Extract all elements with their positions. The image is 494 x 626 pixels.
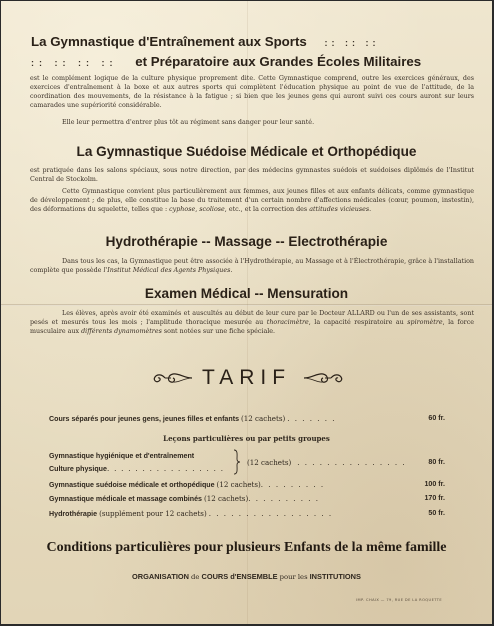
printer-imprint: IMP. CHAIX — 79, RUE DE LA ROQUETTE xyxy=(356,598,443,602)
sport-title-line1 xyxy=(31,34,380,49)
tarif-title: TARIF xyxy=(201,366,292,389)
tarif-row5-note: (supplément pour 12 cachets) xyxy=(99,509,207,518)
examen-para-part-a: Les élèves, après avoir été examinés et auscultés au début de leur cure par le Docteur ALLARD ou l'un de ses assistants, sont pesés et mesurés tous les mois ; l'amplitude thoracique mesurée au xyxy=(30,310,474,327)
org-part-d: pour les xyxy=(279,573,308,581)
tarif-row3-price: 100 fr. xyxy=(424,480,445,488)
brochure-page xyxy=(1,1,492,624)
sport-title-dots2: :: :: :: :: xyxy=(31,58,118,68)
hydro-paragraph xyxy=(30,257,474,275)
tarif-row2-note: (12 cachets) xyxy=(247,458,292,467)
conditions-title: Conditions particulières pour plusieurs Enfants de la même famille xyxy=(46,540,447,555)
suedoise-paragraph-2 xyxy=(30,187,474,214)
tarif-row2-label-a: Gymnastique hygiénique et d'entraînement xyxy=(49,452,195,460)
org-part-a: ORGANISATION xyxy=(132,572,189,581)
right-flourish-icon xyxy=(303,368,345,388)
suedoise-para2-part-c: . xyxy=(369,206,372,214)
examen-title: Examen Médical -- Mensuration xyxy=(144,286,349,301)
hydro-title: Hydrothérapie -- Massage -- Electrothérapie xyxy=(105,234,388,249)
org-part-c: COURS d'ENSEMBLE xyxy=(201,572,278,581)
tarif-row1-label: Cours séparés pour jeunes gens, jeunes filles et enfants xyxy=(49,415,240,423)
examen-para-part-c: , la force musculaire aux xyxy=(30,319,475,336)
tarif-row5-label: Hydrothérapie xyxy=(49,510,98,518)
sport-title-line2 xyxy=(31,54,421,69)
tarif-row3-label: Gymnastique suédoise médicale et orthopédique xyxy=(49,481,215,489)
tarif-row4-label: Gymnastique médicale et massage combinés xyxy=(49,495,202,503)
suedoise-para2-part-a: Cette Gymnastique convient plus particulièrement aux femmes, aux jeunes filles et aux enfants délicats, comme gymnastique de développement ; de plus, elle constitue la base du traitement d'un certain nombre d'affections médicales (cœur, poumon, instestin), des déformations du squelette, telles que : xyxy=(30,188,474,214)
examen-para-italic-1: thoracimètre xyxy=(266,319,309,327)
tarif-row2-price: 80 fr. xyxy=(428,458,445,466)
organisation-line xyxy=(1,572,492,581)
tarif-row2-label-b: Culture physique xyxy=(49,465,107,473)
tarif-row1-dots: . . . . . . . xyxy=(287,414,337,423)
examen-para-part-b: , la capacité respiratoire au xyxy=(308,319,408,327)
tarif-row5-dots: . . . . . . . . . . . . . . . . . xyxy=(208,509,333,518)
sport-paragraph-2: Elle leur permettra d'entrer plus tôt au régiment sans danger pour leur santé. xyxy=(62,119,315,126)
org-part-e: INSTITUTIONS xyxy=(309,572,361,581)
tarif-row2-dots2: . . . . . . . . . . . . . . . xyxy=(297,458,407,467)
suedoise-para2-italic-1: cyphose, scoliose xyxy=(169,206,225,214)
tarif-row4-price: 170 fr. xyxy=(424,494,445,502)
hydro-para-part-b: . xyxy=(230,267,233,275)
tarif-row4-dots: . . . . . . . . . . xyxy=(248,494,320,503)
tarif-row2-right xyxy=(247,458,406,467)
tarif-row-massage xyxy=(49,494,320,503)
examen-para-part-d: sont notées sur une fiche spéciale. xyxy=(161,328,276,336)
sport-title-dots1: :: :: :: xyxy=(324,38,380,48)
examen-para-italic-2: spiromètre xyxy=(407,319,443,327)
tarif-row-cours-separes xyxy=(49,414,336,423)
examen-para-italic-3: différents dynamomètres xyxy=(81,328,162,336)
tarif-row-hydro xyxy=(49,509,333,518)
org-part-b: de xyxy=(191,573,200,581)
tarif-row3-dots: . . . . . . . . . xyxy=(260,480,325,489)
sport-title-text2: et Préparatoire aux Grandes Écoles Militaires xyxy=(135,54,422,69)
suedoise-para2-italic-2: attitudes vicieuses xyxy=(309,206,370,214)
tarif-row1-note: (12 cachets) xyxy=(241,414,286,423)
sport-title-text1: La Gymnastique d'Entraînement aux Sports xyxy=(31,34,307,49)
tarif-row1-price: 60 fr. xyxy=(428,414,445,422)
hydro-para-part-a: Dans tous les cas, la Gymnastique peut être associée à l'Hydrothérapie, au Massage et à l'Électrothérapie, grâce à l'installation complète que possède xyxy=(30,258,474,275)
sport-paragraph-1: est le complément logique de la culture physique proprement dite. Cette Gymnastique comprend, outre les exercices généraux, des exercices d'entraînement à la boxe et aux autres sports qui complètent l'éducation physique au point de vue de l'attitude, de la coordination des mouvements, de la résistance à la fatigue ; si bien que les jeunes gens qui auront suivi ces cours auront sur leurs camarades une supériorité considérable. xyxy=(30,75,474,110)
tarif-row5-price: 50 fr. xyxy=(428,509,445,517)
brace-icon xyxy=(233,449,241,475)
tarif-row-suedoise xyxy=(49,480,325,489)
tarif-row2-dots: . . . . . . . . . . . . . . . . . xyxy=(106,464,225,473)
tarif-row2-label-b-line xyxy=(49,464,224,473)
tarif-subheading: Leçons particulières ou par petits groupes xyxy=(163,434,330,443)
tarif-row4-note: (12 cachets) xyxy=(203,494,249,503)
suedoise-title: La Gymnastique Suédoise Médicale et Orthopédique xyxy=(76,144,417,159)
hydro-para-italic: l'Institut Médical des Agents Physiques xyxy=(103,267,231,275)
suedoise-para2-part-b: , etc., et la correction des xyxy=(224,206,310,214)
suedoise-paragraph-1: est pratiquée dans les salons spéciaux, sous notre direction, par des médecins gymnastes suédois et suédoises diplômés de l'Institut Central de Stockolm. xyxy=(30,167,474,184)
examen-paragraph xyxy=(30,309,474,336)
tarif-row3-note: (12 cachets) xyxy=(216,480,261,489)
